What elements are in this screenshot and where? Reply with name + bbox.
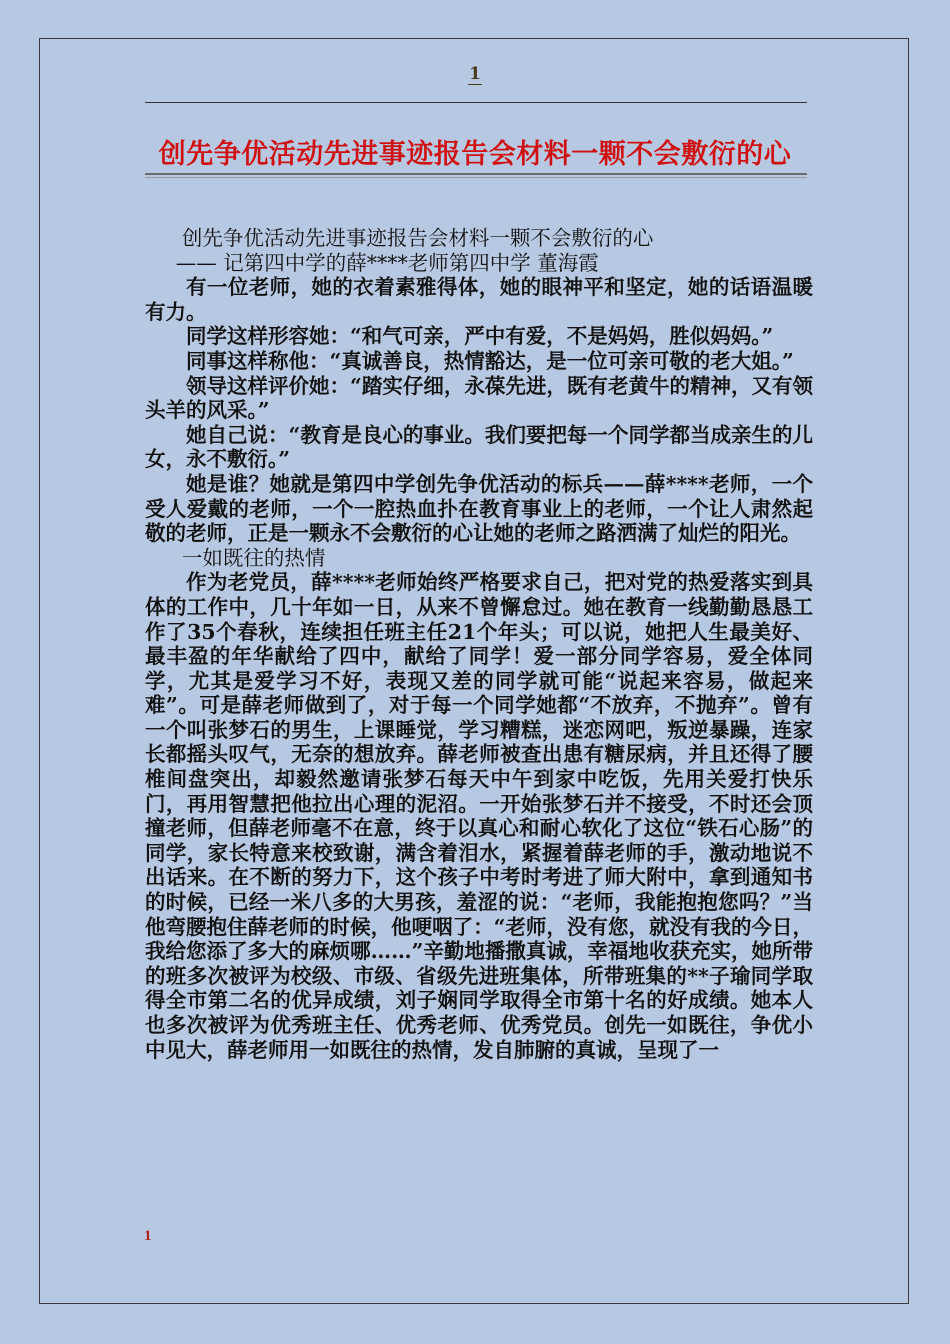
title-rule: [145, 173, 807, 175]
paragraph: 作为老党员，薛****老师始终严格要求自己，把对党的热爱落实到具体的工作中，几十年如一日，从来不曾懈怠过。她在教育一线勤勤恳恳工作了35个春秋，连续担任班主任21个年头；可以说，她把人生最美好、最丰盈的年华献给了四中，献给了同学！爱一部分同学容易，爱全体同学，尤其是爱学习不好，表现又差的同学就可能“说起来容易，做起来难”。可是薛老师做到了，对于每一个同学她都“不放弃，不抛弃”。曾有一个叫张梦石的男生，上课睡觉，学习糟糕，迷恋网吧，叛逆暴躁，连家长都摇头叹气，无奈的想放弃。薛老师被查出患有糖尿病，并且还得了腰椎间盘突出，却毅然邀请张梦石每天中午到家中吃饭，先用关爱打快乐门，再用智慧把他拉出心理的泥沼。一开始张梦石并不接受，不时还会顶撞老师，但薛老师毫不在意，终于以真心和耐心软化了这位“铁石心肠”的同学，家长特意来校致谢，满含着泪水，紧握着薛老师的手，激动地说不出话来。在不断的努力下，这个孩子中考时考进了师大附中，拿到通知书的时候，已经一米八多的大男孩，羞涩的说：“老师，我能抱抱您吗？”当他弯腰抱住薛老师的时候，他哽咽了：“老师，没有您，就没有我的今日，我给您添了多大的麻烦哪……”辛勤地播撒真诚，幸福地收获充实，她所带的班多次被评为校级、市级、省级先进班集体，所带班集的**子瑜同学取得全市第二名的优异成绩，刘子娴同学取得全市第十名的好成绩。她本人也多次被评为优秀班主任、优秀老师、优秀党员。创先一如既往，争优小中见大，薛老师用一如既往的热情，发自肺腑的真诚，呈现了一: [145, 570, 813, 1062]
header-rule: [145, 102, 807, 103]
paragraph: 同学这样形容她：“和气可亲，严中有爱，不是妈妈，胜似妈妈。”: [186, 324, 774, 349]
paragraph: 有一位老师，她的衣着素雅得体，她的眼神平和坚定，她的话语温暖有力。: [145, 275, 813, 324]
paragraph: 同事这样称他：“真诚善良，热情豁达，是一位可亲可敬的老大姐。”: [186, 348, 794, 373]
paragraph: 领导这样评价她：“踏实仔细，永葆先进，既有老黄牛的精神，又有领头羊的风采。”: [145, 373, 813, 423]
byline: —— 记第四中学的薛****老师第四中学 董海霞: [175, 250, 599, 275]
header-page-number: 1: [469, 64, 481, 84]
paragraph: 她是谁？她就是第四中学创先争优活动的标兵——薛****老师，一个受人爱戴的老师，一个一腔热血扑在教育事业上的老师，一个让人肃然起敬的老师，正是一颗永不会敷衍的心让她的老师之路洒满了灿烂的阳光。: [145, 471, 813, 546]
document-title: 创先争优活动先进事迹报告会材料一颗不会敷衍的心: [158, 139, 792, 170]
document-body: [145, 226, 813, 1062]
footer-page-number: 1: [144, 1228, 152, 1244]
title-rule-thin: [145, 177, 807, 178]
paragraph: 她自己说：“教育是良心的事业。我们要把每一个同学都当成亲生的儿女，永不敷衍。”: [145, 422, 813, 472]
body-subtitle: 创先争优活动先进事迹报告会材料一颗不会敷衍的心: [181, 226, 654, 250]
section-heading: 一如既往的热情: [181, 545, 326, 570]
